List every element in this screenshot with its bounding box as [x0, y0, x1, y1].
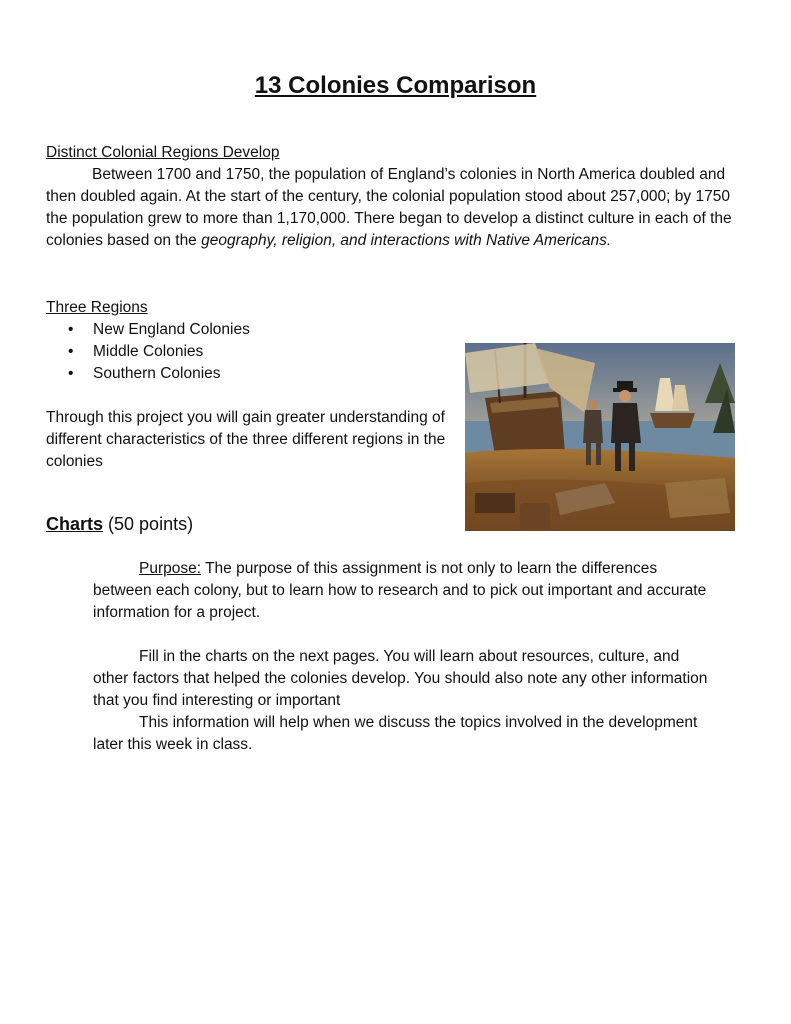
italic-emphasis: geography, religion, and interactions with Native Americans.: [201, 232, 612, 249]
section-colonial-regions: [46, 142, 751, 252]
list-item: • Middle Colonies: [46, 341, 446, 363]
instructions-paragraph: Fill in the charts on the next pages. You will learn about resources, culture, and other factors that helped the colonies develop. You should also note any other information that you find interesting or important This information will help when we discuss the topics involved in the development later this week in class.: [93, 646, 713, 756]
list-item: • Southern Colonies: [46, 363, 446, 385]
purpose-label: Purpose:: [139, 560, 202, 577]
regions-list: [46, 319, 446, 385]
list-item: • New England Colonies: [46, 319, 446, 341]
charts-heading: Charts (50 points): [46, 514, 194, 534]
section-heading: Three Regions: [46, 299, 148, 316]
page-title: 13 Colonies Comparison: [254, 72, 537, 99]
purpose-paragraph: Purpose: The purpose of this assignment is not only to learn the differences between each colony, but to learn how to research and to pick out important and accurate information for a project.: [93, 560, 707, 621]
intro-paragraph: Between 1700 and 1750, the population of England’s colonies in North America doubled and then doubled again. At the start of the century, the colonial population stood about 257,000; by 1750 the population grew to more than 1,170,000. There began to develop a distinct culture in each of the colonies based on the geography, religion, and interactions with Native Americans.: [46, 166, 732, 249]
info-paragraph: This information will help when we discuss the topics involved in the development later this week in class.: [93, 714, 698, 753]
section-heading: Distinct Colonial Regions Develop: [46, 144, 280, 161]
section-three-regions: [46, 297, 446, 385]
points-label: (50 points): [108, 514, 194, 534]
colonial-ships-painting: [465, 343, 735, 531]
project-paragraph: Through this project you will gain greater understanding of different characteristics of the three different regions in the colonies: [46, 409, 446, 470]
